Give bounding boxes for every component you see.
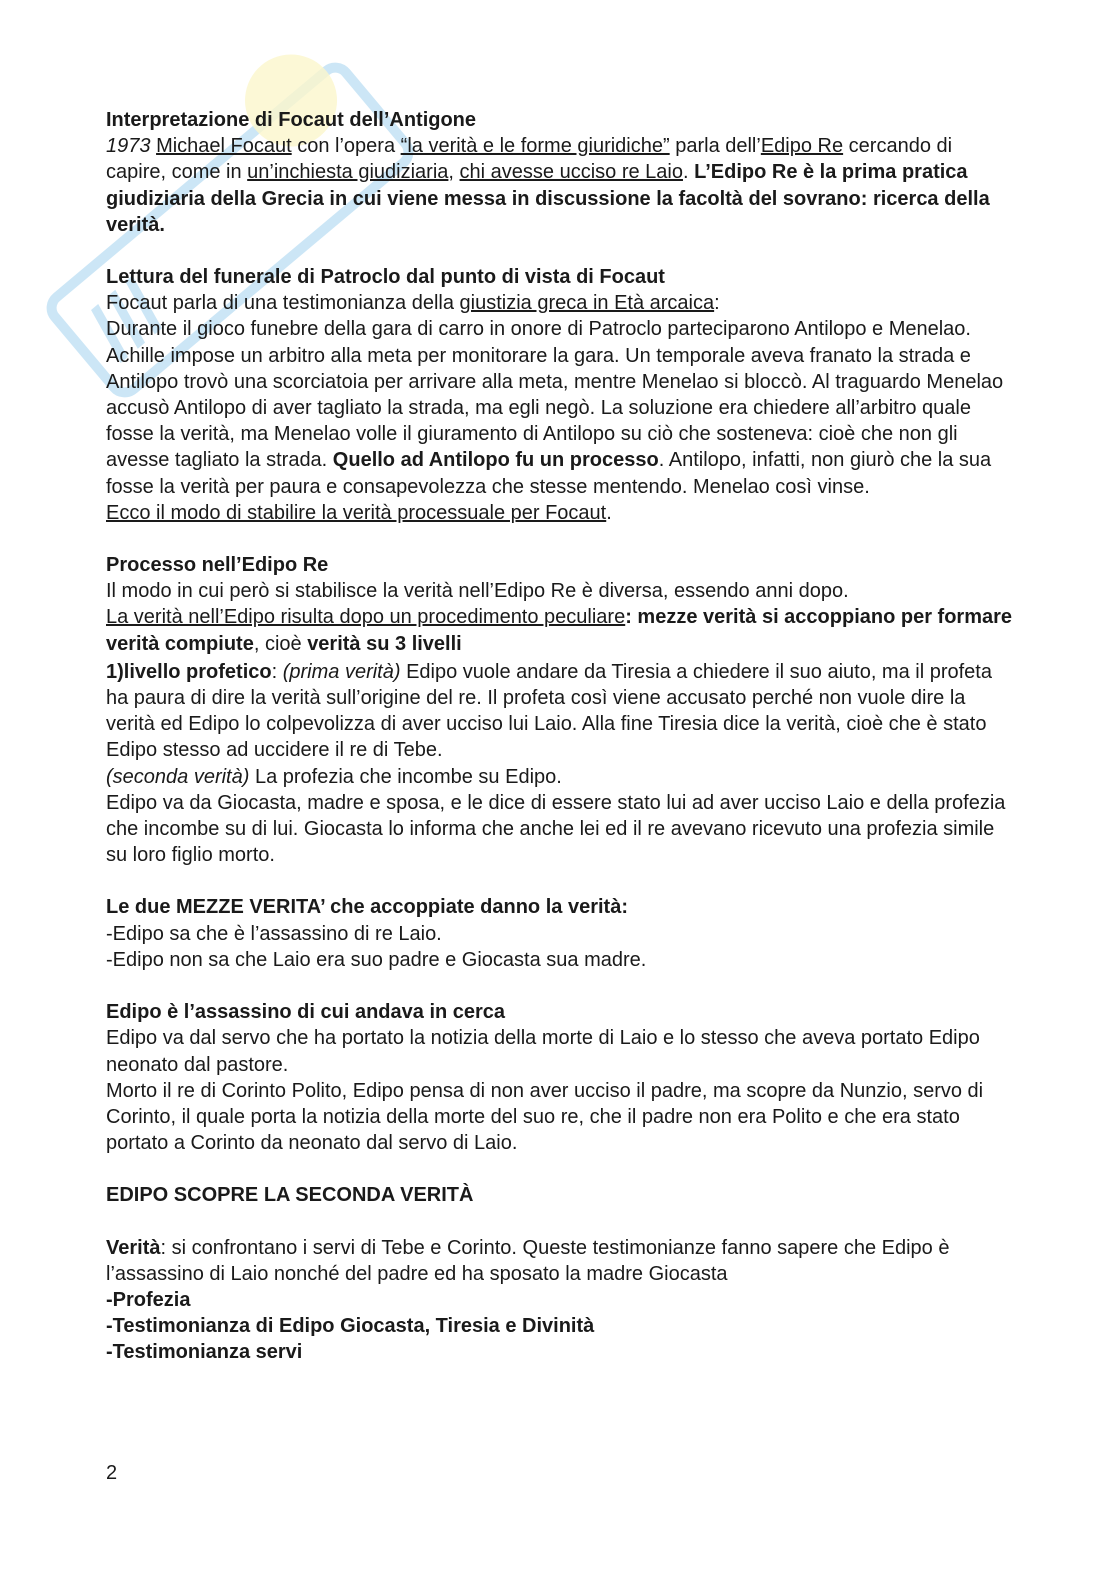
section-focaut-antigone — [106, 107, 1016, 238]
section-assassino — [106, 999, 1016, 1156]
paragraph: Morto il re di Corinto Polito, Edipo pensa di non aver ucciso il padre, ma scopre da Nunzio, servo di Corinto, il quale porta la notizia della morte del suo re, che il padre non era Polito e che era stato portato a Corinto da neonato dal servo di Laio. — [106, 1079, 984, 1155]
year: 1973 — [106, 135, 151, 158]
list-item: -Testimonianza di Edipo Giocasta, Tiresia e Divinità — [106, 1315, 595, 1338]
paragraph: Edipo va da Giocasta, madre e sposa, e le dice di essere stato lui ad aver ucciso Laio e della profezia che incombe su di lui. Giocasta lo informa che anche lei ed il re avevano ricevuto una profezia simile su loro figlio morto. — [106, 791, 1006, 867]
svg-text:///: /// — [72, 264, 182, 376]
section-verita — [106, 1235, 1016, 1366]
document-body — [106, 107, 1016, 1366]
paragraph: 1973 Michael Focaut con l’opera “la verità e le forme giuridiche” parla dell’Edipo Re cercando di capire, come in un’inchiesta giudiziaria, chi avesse ucciso re Laio. L’Edipo Re è la prima pratica giudiziaria della Grecia in cui viene messa in discussione la facoltà del sovrano: ricerca della verità. — [106, 135, 990, 236]
paragraph: 1)livello profetico: (prima verità) Edipo vuole andare da Tiresia a chiedere il suo aiuto, ma il profeta ha paura di dire la verità sull’origine del re. Il profeta così viene accusato perché non vuole dire la verità ed Edipo lo colpevolizza di aver ucciso lui Laio. Alla fine Tiresia dice la verità, cioè che è stato Edipo stesso ad uccidere il re di Tebe. — [106, 660, 992, 762]
section-mezze-verita — [106, 894, 1016, 973]
paragraph: Focaut parla di una testimonianza della giustizia greca in Età arcaica: — [106, 292, 720, 315]
section-title: Edipo è l’assassino di cui andava in cerca — [106, 1001, 506, 1024]
list-item: -Profezia — [106, 1288, 191, 1311]
page-number: 2 — [106, 1462, 118, 1484]
section-seconda-verita — [106, 1182, 1016, 1208]
paragraph: (seconda verità) La profezia che incombe su Edipo. — [106, 765, 562, 788]
section-title: Processo nell’Edipo Re — [106, 554, 329, 577]
paragraph: La verità nell’Edipo risulta dopo un procedimento peculiare: mezze verità si accoppiano per formare verità compiute, cioè verità su 3 livelli — [106, 606, 1013, 655]
section-patroclo — [106, 264, 1016, 526]
section-title: EDIPO SCOPRE LA SECONDA VERITÀ — [106, 1184, 474, 1207]
author-name: Michael Focaut — [156, 135, 292, 158]
paragraph: Durante il gioco funebre della gara di carro in onore di Patroclo parteciparono Antilopo e Menelao. Achille impose un arbitro alla meta per monitorare la gara. Un temporale aveva franato la strada e Antilopo trovò una scorciatoia per arrivare alla meta, mentre Menelao si bloccò. Al traguardo Menelao accusò Antilopo di aver tagliato la strada, ma egli negò. La soluzione era chiedere all’arbitro quale fosse la verità, ma Menelao volle il giuramento di Antilopo su ciò che sosteneva: cioè che non gli avesse tagliato la strada. Quello ad Antilopo fu un processo. Antilopo, infatti, non giurò che la sua fosse la verità per paura e consapevolezza che stesse mentendo. Menelao così vinse. — [106, 318, 1004, 498]
section-title: Interpretazione di Focaut dell’Antigone — [106, 109, 477, 131]
section-title: Le due MEZZE VERITA’ che accoppiate danno la verità: — [106, 896, 628, 919]
list-item: -Edipo non sa che Laio era suo padre e Giocasta sua madre. — [106, 948, 647, 971]
list-item: -Edipo sa che è l’assassino di re Laio. — [106, 922, 442, 945]
section-processo-edipo — [106, 552, 1016, 868]
list-item: -Testimonianza servi — [106, 1341, 303, 1364]
paragraph: Edipo va dal servo che ha portato la notizia della morte di Laio e lo stesso che aveva portato Edipo neonato dal pastore. — [106, 1027, 980, 1076]
section-title: Lettura del funerale di Patroclo dal punto di vista di Focaut — [106, 266, 665, 289]
paragraph: Verità: si confrontano i servi di Tebe e Corinto. Queste testimonianze fanno sapere che Edipo è l’assassino di Laio nonché del padre ed ha sposato la madre Giocasta — [106, 1236, 950, 1285]
paragraph: Ecco il modo di stabilire la verità processuale per Focaut. — [106, 501, 612, 524]
paragraph: Il modo in cui però si stabilisce la verità nell’Edipo Re è diversa, essendo anni dopo. — [106, 580, 849, 603]
work-title: “la verità e le forme giuridiche” — [400, 135, 670, 158]
